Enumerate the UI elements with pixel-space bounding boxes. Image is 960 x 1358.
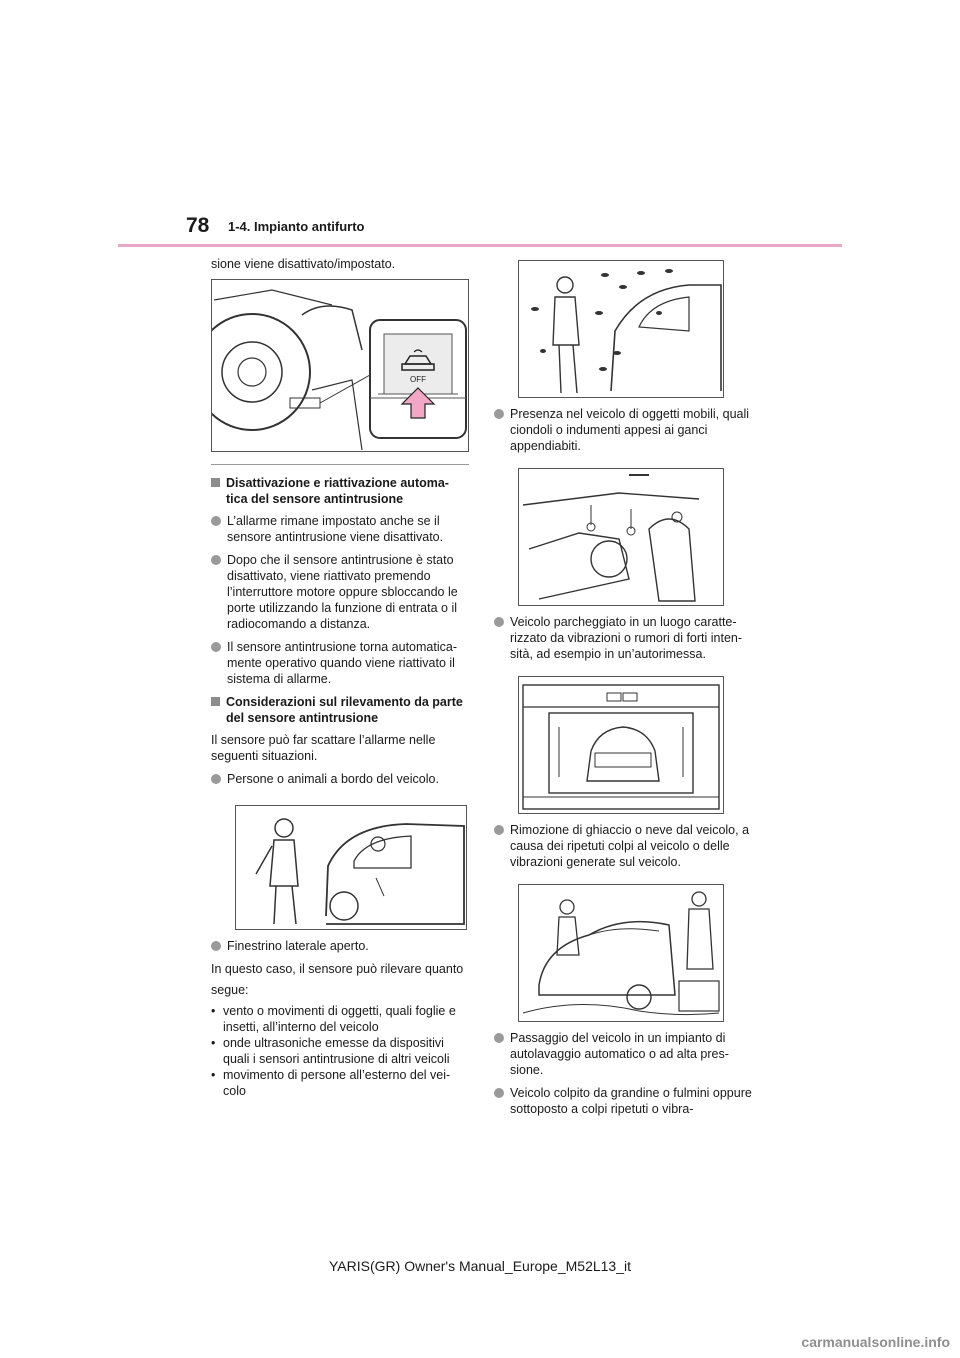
heading-auto-deactivation: Disattivazione e riattivazione automa-tica del sensore antintrusione [211,475,469,507]
garage-illustration [518,676,724,814]
bullet-icon [211,516,221,526]
list-item: Il sensore antintrusione torna automatica-mente operativo quando viene riattivato il sistema di allarme. [211,639,469,687]
list-item: • onde ultrasoniche emesse da dispositivi quali i sensori antintrusione di altri veicoli [211,1036,450,1066]
list-item: L’allarme rimane impostato anche se il sensore antintrusione viene disattivato. [211,513,469,545]
intro-text: sione viene disattivato/impostato. [211,257,396,271]
bullet-icon [494,1033,504,1043]
list-item: Passaggio del veicolo in un impianto di autolavaggio automatico o ad alta pres-sione. [494,1030,752,1078]
bullet-icon [211,774,221,784]
page-number: 78 [186,214,210,237]
bullet-icon [211,642,221,652]
list-item: • movimento di persone all’esterno del vei-colo [211,1068,451,1098]
list-item: Veicolo colpito da grandine o fulmini oppure sottoposto a colpi ripetuti o vibra- [494,1085,752,1117]
heading-detection-considerations: Considerazioni sul rilevamento da parte del sensore antintrusione [211,694,469,726]
header-rule [118,244,842,247]
person-pet-illustration [235,805,467,930]
list-item: • vento o movimenti di oggetti, quali foglie e insetti, all’interno del veicolo [211,1004,456,1034]
square-bullet-icon [211,697,220,706]
divider [211,464,469,465]
list-item: Veicolo parcheggiato in un luogo caratte-rizzato da vibrazioni o rumori di forti inten-sità, ad esempio in un’autorimessa. [494,614,752,662]
footer-text: YARIS(GR) Owner's Manual_Europe_M52L13_it [329,1258,631,1274]
off-button-label: OFF [410,375,426,384]
bullet-icon [211,555,221,565]
switch-illustration [211,279,469,452]
snow-removal-illustration [518,884,724,1022]
list-item: Finestrino laterale aperto. [211,938,469,954]
bullet-icon [494,617,504,627]
situations-intro: Il sensore può far scattare l’allarme nelle seguenti situazioni. [211,733,436,763]
square-bullet-icon [211,478,220,487]
bullet-icon [494,1088,504,1098]
list-item: Presenza nel veicolo di oggetti mobili, quali ciondoli o indumenti appesi ai ganci appendiabiti. [494,406,752,454]
right-column [494,260,752,1124]
section-title: 1-4. Impianto antifurto [228,219,365,234]
list-item: Persone o animali a bordo del veicolo. [211,771,469,787]
list-item: Rimozione di ghiaccio o neve dal veicolo, a causa dei ripetuti colpi al veicolo o delle vibrazioni generate sul veicolo. [494,822,752,870]
bullet-icon [494,825,504,835]
left-column [211,256,469,1099]
bullet-icon [494,409,504,419]
list-item: Dopo che il sensore antintrusione è stato disattivato, viene riattivato premendo l’interruttore motore oppure sbloccando le porte utilizzando la funzione di entrata o il radiocomando a distanza. [211,552,469,632]
leaves-illustration [518,260,724,398]
detection-text-1: In questo caso, il sensore può rilevare quanto [211,962,464,976]
detection-text-2: segue: [211,983,249,997]
watermark[interactable]: carmanualsonline.info [801,1334,950,1350]
cabin-illustration [518,468,724,606]
bullet-icon [211,941,221,951]
